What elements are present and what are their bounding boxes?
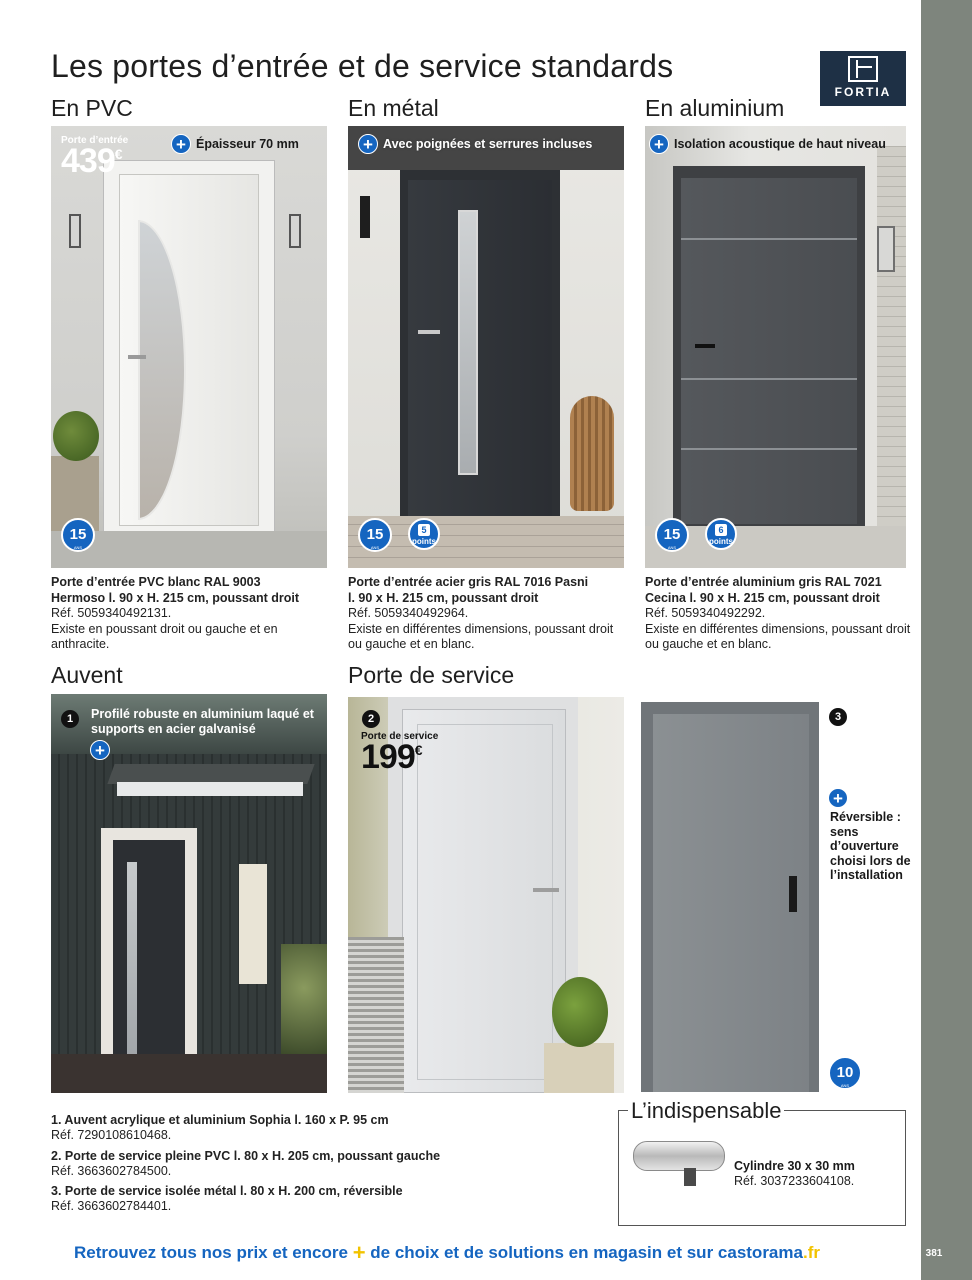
price-tag-service: [361, 731, 439, 776]
guarantee-years: 15: [663, 526, 681, 543]
door-groove: [681, 238, 857, 240]
section-title-pvc: En PVC: [51, 95, 133, 121]
plus-icon: +: [90, 740, 110, 760]
section-title-metal: En métal: [348, 95, 439, 121]
rattan-lantern: [570, 396, 614, 511]
points-badge: [705, 518, 737, 550]
alu-door: [681, 178, 857, 524]
brand-logo: [820, 51, 906, 106]
price-currency: €: [114, 146, 123, 162]
price-value: 199: [361, 738, 415, 776]
footer-text: Retrouvez tous nos prix et encore: [74, 1243, 353, 1262]
cam-icon: [684, 1168, 696, 1186]
footer-tld: .fr: [802, 1243, 820, 1262]
page-number: 381: [925, 1248, 943, 1259]
price-label: Porte de service: [361, 731, 439, 742]
door-handle: [695, 344, 715, 348]
product-desc-alu: [645, 575, 915, 653]
product-desc-pvc: [51, 575, 331, 653]
product-ref: Réf. 5059340492292.: [645, 606, 766, 620]
guarantee-unit: ANS: [667, 545, 677, 550]
product-desc-metal: [348, 575, 628, 653]
door-handle: [418, 330, 440, 334]
brand-name: FORTIA: [834, 85, 892, 99]
guarantee-badge: [655, 518, 689, 552]
footer-banner[interactable]: [74, 1240, 820, 1266]
door-glass: [458, 210, 478, 475]
service-metal-photo[interactable]: [639, 700, 821, 1094]
points-label: points: [412, 537, 436, 546]
product-name: Porte d’entrée aluminium gris RAL 7021: [645, 575, 882, 589]
product-ref: Réf. 5059340492131.: [51, 606, 172, 620]
price-value: 439: [61, 142, 115, 180]
item-number-3: 3: [829, 708, 847, 726]
product-note: Existe en poussant droit ou gauche et en anthracite.: [51, 621, 278, 651]
section-title-service: Porte de service: [348, 662, 515, 688]
plant: [53, 411, 99, 461]
item-number-2: 2: [362, 710, 380, 728]
section-title-alu: En aluminium: [645, 95, 785, 121]
plus-icon: +: [828, 788, 848, 808]
door-handle: [128, 355, 146, 359]
planter: [544, 1043, 614, 1093]
service-metal-door: [653, 714, 809, 1092]
indispensable-product: Cylindre 30 x 30 mm: [734, 1159, 855, 1173]
price-label: Porte d’entrée: [61, 135, 129, 146]
product-name: Porte d’entrée acier gris RAL 7016 Pasni: [348, 575, 589, 589]
awning-glass: [117, 782, 303, 796]
auvent-door: [113, 840, 185, 1090]
feature-text: Isolation acoustique de haut niveau: [674, 137, 886, 151]
guarantee-badge: [358, 518, 392, 552]
feature-pvc: [171, 134, 299, 154]
metal-door-photo[interactable]: [348, 126, 624, 568]
wall-lamp-icon: [69, 214, 81, 248]
awning-roof: [107, 764, 314, 784]
door-handle: [789, 876, 797, 912]
brick-wall: [877, 146, 906, 526]
railing: [348, 937, 404, 1093]
guarantee-badge: [61, 518, 95, 552]
product-name: Cecina l. 90 x H. 215 cm, poussant droit: [645, 590, 880, 605]
door-glass: [127, 862, 137, 1072]
metal-door: [408, 180, 552, 524]
door-glass: [138, 220, 186, 520]
guarantee-unit: ANS: [840, 1083, 850, 1088]
wall-lamp-icon: [289, 214, 301, 248]
feature-text: Avec poignées et serrures incluses: [383, 137, 593, 151]
door-panel: [414, 724, 553, 1080]
alu-door-photo[interactable]: [645, 126, 906, 568]
product-notes: [51, 1113, 440, 1220]
product-note: Existe en différentes dimensions, poussant droit ou gauche et en blanc.: [348, 621, 614, 651]
guarantee-badge: [828, 1056, 862, 1090]
note-ref: Réf. 3663602784500.: [51, 1163, 172, 1178]
price-tag-pvc: [61, 135, 129, 180]
note-title: 2. Porte de service pleine PVC l. 80 x H. 205 cm, poussant gauche: [51, 1148, 441, 1163]
plus-icon: +: [649, 134, 669, 154]
feature-text: Épaisseur 70 mm: [196, 137, 299, 151]
shrub: [281, 944, 327, 1054]
price-currency: €: [414, 742, 423, 758]
product-note: Existe en différentes dimensions, poussant droit ou gauche et en blanc.: [645, 621, 911, 651]
product-name: l. 90 x H. 215 cm, poussant droit: [348, 590, 539, 605]
wall-lamp-icon: [877, 226, 895, 272]
side-strip: [921, 0, 972, 1280]
points-value: 5: [418, 524, 430, 536]
note-ref: Réf. 3663602784401.: [51, 1199, 172, 1214]
product-ref: Réf. 5059340492964.: [348, 606, 469, 620]
points-badge: [408, 518, 440, 550]
indispensable-ref: Réf. 3037233604108.: [734, 1174, 855, 1188]
indispensable-title: L’indispensable: [628, 1098, 784, 1124]
guarantee-years: 15: [366, 526, 384, 543]
guarantee-years: 10: [836, 1064, 854, 1081]
page-title: Les portes d’entrée et de service standards: [51, 48, 674, 84]
guarantee-unit: ANS: [370, 545, 380, 550]
footer-plus: +: [352, 1240, 366, 1265]
guarantee-years: 15: [69, 526, 87, 543]
item-number-1: 1: [61, 710, 79, 728]
pvc-door-photo[interactable]: [51, 126, 327, 568]
points-value: 6: [715, 524, 727, 536]
note-ref: Réf. 7290108610468.: [51, 1128, 172, 1143]
service-pvc-photo[interactable]: [348, 697, 624, 1093]
pvc-door: [119, 174, 259, 526]
door-handle: [533, 888, 559, 892]
section-title-auvent: Auvent: [51, 662, 123, 688]
feature-auvent: Profilé robuste en aluminium laqué et supports en acier galvanisé: [91, 707, 314, 736]
auvent-photo[interactable]: [51, 694, 327, 1093]
product-name: Porte d’entrée PVC blanc RAL 9003: [51, 575, 261, 589]
footer-text: de choix et de solutions en magasin et sur castorama: [365, 1243, 803, 1262]
plus-icon: +: [171, 134, 191, 154]
points-label: points: [709, 537, 733, 546]
feature-service-metal: Réversible : sens d’ouverture choisi lors de l’installation: [830, 810, 911, 882]
door-groove: [681, 448, 857, 450]
wall-lamp-icon: [360, 196, 370, 238]
plant: [552, 977, 608, 1047]
note-title: 1. Auvent acrylique et aluminium Sophia l. 160 x P. 95 cm: [51, 1113, 389, 1127]
brand-mark-icon: [848, 56, 878, 82]
side-window: [239, 864, 267, 984]
product-name: Hermoso l. 90 x H. 215 cm, poussant droit: [51, 590, 299, 605]
feature-alu: [649, 134, 886, 154]
note-title: 3. Porte de service isolée métal l. 80 x H. 200 cm, réversible: [51, 1184, 403, 1199]
cylinder-lock-icon: [633, 1141, 725, 1171]
ground: [51, 1054, 327, 1093]
door-groove: [681, 378, 857, 380]
guarantee-unit: ANS: [73, 545, 83, 550]
feature-metal: [358, 134, 592, 154]
plus-icon: +: [358, 134, 378, 154]
indispensable-box: [618, 1110, 906, 1226]
